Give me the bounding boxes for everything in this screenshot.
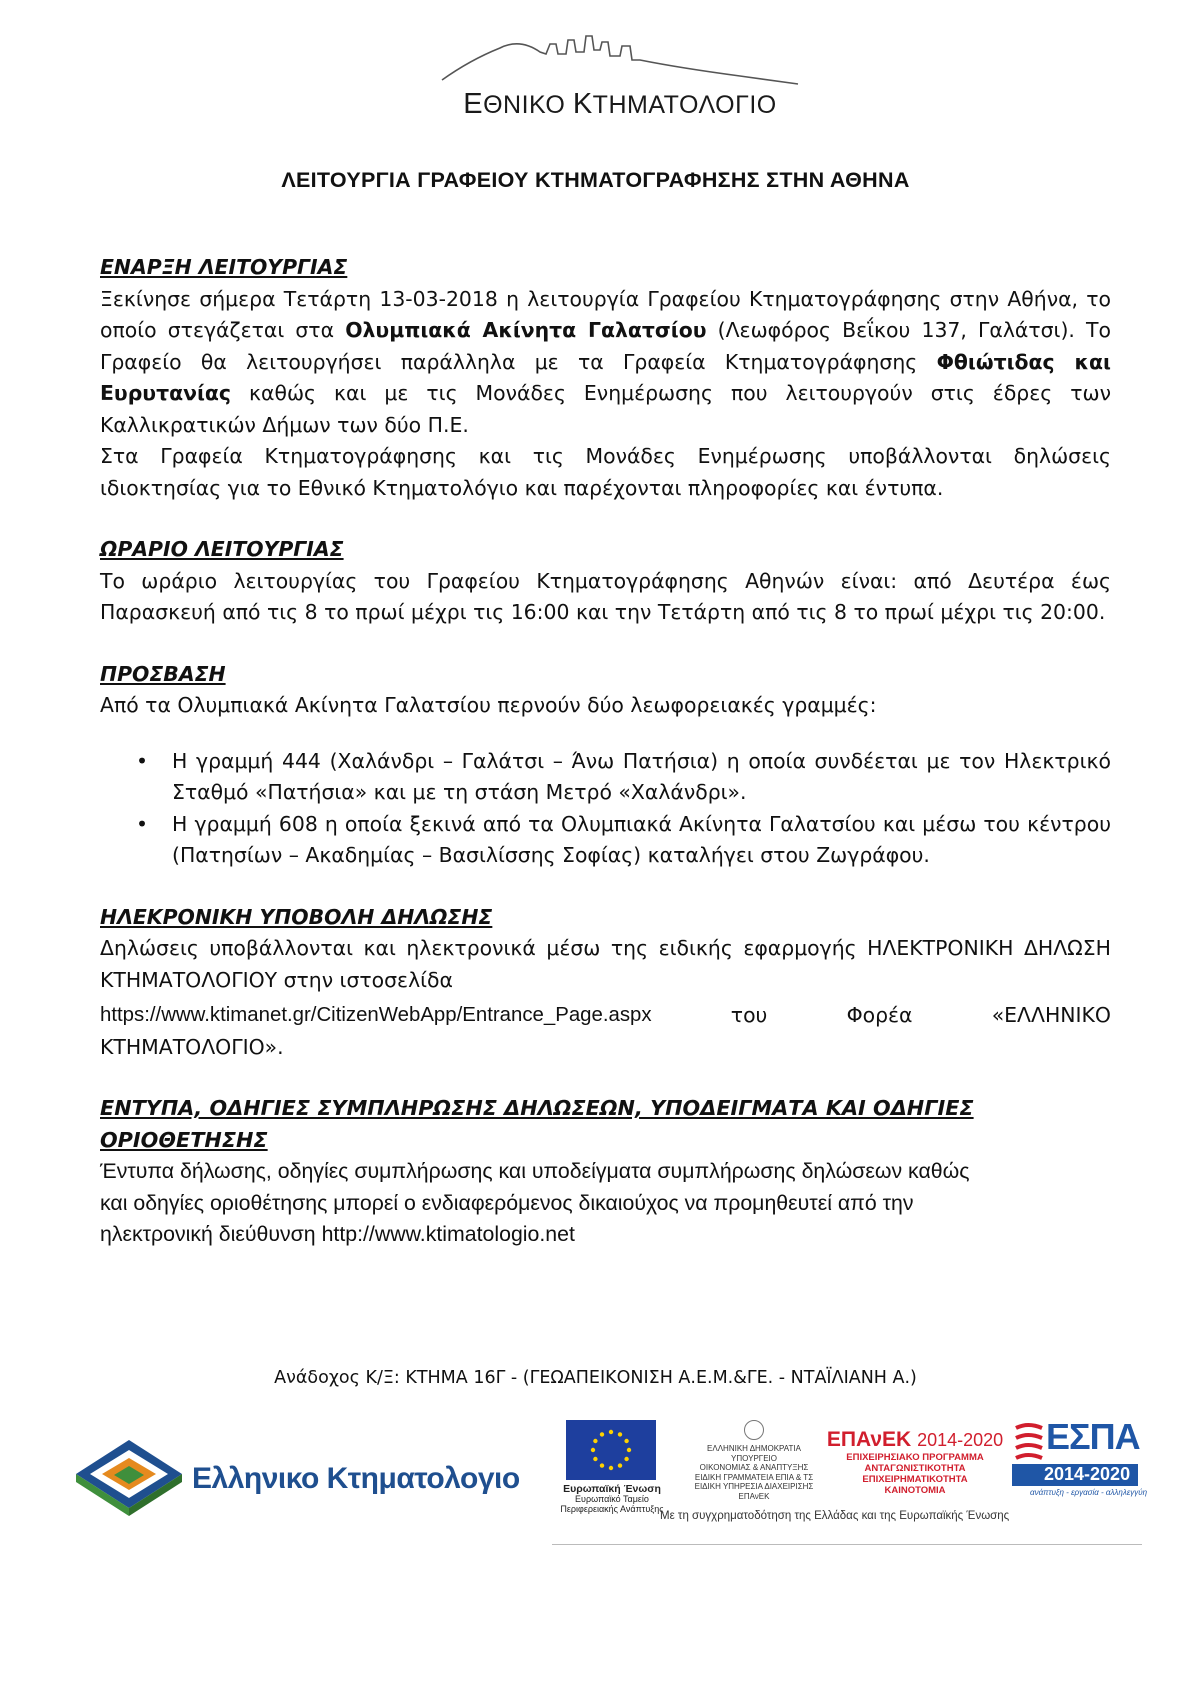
paragraph-online-tail: ΚΤΗΜΑΤΟΛΟΓΙΟ». [100, 1034, 284, 1059]
partner-logos-strip [552, 1416, 1148, 1570]
ek-diamond-icon [74, 1438, 184, 1518]
ellhniko-ktimatologio-logo [74, 1438, 524, 1528]
ek-logo-text: Ελληνικο Κτηματολογιο [192, 1462, 520, 1495]
paragraph-access-intro: Από τα Ολυμπιακά Ακίνητα Γαλατσίου περνούν δύο λεωφορειακές γραμμές: [100, 693, 877, 717]
ktimanet-link[interactable]: https://www.ktimanet.gr/CitizenWebApp/Entrance_Page.aspx [100, 1004, 652, 1026]
paragraph-forms: Έντυπα δήλωσης, οδηγίες συμπλήρωσης και υποδείγματα συμπλήρωσης δηλώσεων καθώς και οδηγίες οριοθέτησης μπορεί ο ενδιαφερόμενος δικαιούχος να προμηθευτεί από την ηλεκτρονική διεύθυνση http://www.ktimatologio.net [100, 1159, 970, 1246]
bold-fthiotida: Φθιώτιδας και Ευρυτανίας [100, 349, 1111, 405]
heading-opening-hours: ΩΡΑΡΙΟ ΛΕΙΤΟΥΡΓΙΑΣ [100, 537, 344, 561]
bold-galatsi: Ολυμπιακά Ακίνητα Γαλατσίου [345, 318, 707, 342]
espa-stripes-icon [1012, 1422, 1046, 1462]
list-item: • Η γραμμή 444 (Χαλάνδρι – Γαλάτσι – Άνω Πατήσια) η οποία συνδέεται με τον Ηλεκτρικό Σταθμό «Πατήσια» και με τη στάση Μετρό «Χαλάνδρι». [100, 746, 1111, 809]
heading-online-submission: ΗΛΕΚΡΟΝΙΚΗ ΥΠΟΒΟΛΗ ΔΗΛΩΣΗΣ [100, 904, 493, 929]
ministry-logo: ΕΛΛΗΝΙΚΗ ΔΗΜΟΚΡΑΤΙΑ ΥΠΟΥΡΓΕΙΟ ΟΙΚΟΝΟΜΙΑΣ & ΑΝΑΠΤΥΞΗΣ ΕΙΔΙΚΗ ΓΡΑΜΜΑΤΕΙΑ ΕΠΙΑ & ΤΣ ΕΙΔΙΚΗ ΥΠΗΡΕΣΙΑ ΔΙΑΧΕΙΡΙΣΗΣ ΕΠΑνΕΚ [684, 1420, 824, 1501]
ktimatologio-header-logo [440, 30, 800, 130]
paragraph-hours: Το ωράριο λειτουργίας του Γραφείου Κτηματογράφησης Αθηνών είναι: από Δευτέρα έως Παρασκευή από τις 8 το πρωί μέχρι τις 16:00 και την Τετάρτη από τις 8 το πρωί μέχρι τις 20:00. [100, 568, 1111, 624]
eu-caption: Ευρωπαϊκή Ένωση Ευρωπαϊκό Ταμείο Περιφερειακής Ανάπτυξης [560, 1483, 664, 1514]
paragraph-online: Δηλώσεις υποβάλλονται και ηλεκτρονικά μέσω της ειδικής εφαρμογής ΗΛΕΚΤΡΟΝΙΚΗ ΔΗΛΩΣΗ ΚΤΗΜΑΤΟΛΟΓΙΟΥ στην ιστοσελίδα [100, 936, 1111, 992]
cofunding-text: Με τη συγχρηματοδότηση της Ελλάδας και της Ευρωπαϊκής Ένωσης [660, 1510, 1010, 1522]
heading-start-operation: ΕΝΑΡΞΗ ΛΕΙΤΟΥΡΓΙΑΣ [100, 255, 348, 279]
document-body [100, 252, 1111, 1251]
document-title: ΛΕΙΤΟΥΡΓΙΑ ΓΡΑΦΕΙΟΥ ΚΤΗΜΑΤΟΓΡΑΦΗΣΗΣ ΣΤΗΝ ΑΘΗΝΑ [281, 168, 910, 192]
heading-access: ΠΡΟΣΒΑΣΗ [100, 661, 226, 686]
greek-emblem-icon [744, 1420, 764, 1440]
list-item: • Η γραμμή 608 η οποία ξεκινά από τα Ολυμπιακά Ακίνητα Γαλατσίου και μέσω του κέντρου (Πατησίων – Ακαδημίας – Βασιλίσσης Σοφίας) καταλήγει στου Ζωγράφου. [100, 809, 1111, 872]
contractor-line: Ανάδοχος Κ/Ξ: ΚΤΗΜΑ 16Γ - (ΓΕΩΑΠΕΙΚΟΝΙΣΗ Α.Ε.Μ.&ΓΕ. - ΝΤΑΪΛΙΑΝΗ Α.) [274, 1368, 917, 1388]
paragraph-start-1: Ξεκίνησε σήμερα Τετάρτη 13-03-2018 η λειτουργία Γραφείου Κτηματογράφησης στην Αθήνα, το οποίο στεγάζεται στα Ολυμπιακά Ακίνητα Γαλατσίου (Λεωφόρος Βεΐκου 137, Γαλάτσι). Το Γραφείο θα λειτουργήσει παράλληλα με τα Γραφεία Κτηματογράφησης Φθιώτιδας και Ευρυτανίας καθώς και με τις Μονάδες Ενημέρωσης που λειτουργούν στις έδρες των Καλλικρατικών Δήμων των δύο Π.Ε. [100, 286, 1111, 437]
espa-logo: ΕΣΠΑ 2014-2020 ανάπτυξη - εργασία - αλληλεγγύη [1012, 1420, 1138, 1498]
eu-flag-icon [566, 1420, 656, 1480]
url-line: https://www.ktimanet.gr/CitizenWebApp/Entrance_Page.aspx του Φορέα «ΕΛΛΗΝΙΚΟ [100, 1000, 1111, 1032]
skyline-icon [440, 30, 800, 90]
paragraph-start-2: Στα Γραφεία Κτηματογράφησης και τις Μονάδες Ενημέρωσης υποβάλλονται δηλώσεις ιδιοκτησίας για το Εθνικό Κτηματολόγιο και παρέχονται πληροφορίες και έντυπα. [100, 444, 1111, 500]
footer-logos [0, 1416, 1191, 1620]
bus-lines-list [100, 746, 1111, 872]
header-logo-text: ΕΘΝΙΚΟ ΚΤΗΜΑΤΟΛΟΓΙΟ [463, 88, 777, 120]
epanek-logo: ΕΠΑνΕΚ 2014-2020 ΕΠΙΧΕΙΡΗΣΙΑΚΟ ΠΡΟΓΡΑΜΜΑ ΑΝΤΑΓΩΝΙΣΤΙΚΟΤΗΤΑ ΕΠΙΧΕΙΡΗΜΑΤΙΚΟΤΗΤΑ ΚΑΙΝΟΤΟΜΙΑ [826, 1428, 1004, 1496]
heading-forms: ΕΝΤΥΠΑ, ΟΔΗΓΙΕΣ ΣΥΜΠΛΗΡΩΣΗΣ ΔΗΛΩΣΕΩΝ, ΥΠΟΔΕΙΓΜΑΤΑ ΚΑΙ ΟΔΗΓΙΕΣ ΟΡΙΟΘΕΤΗΣΗΣ [100, 1096, 974, 1152]
